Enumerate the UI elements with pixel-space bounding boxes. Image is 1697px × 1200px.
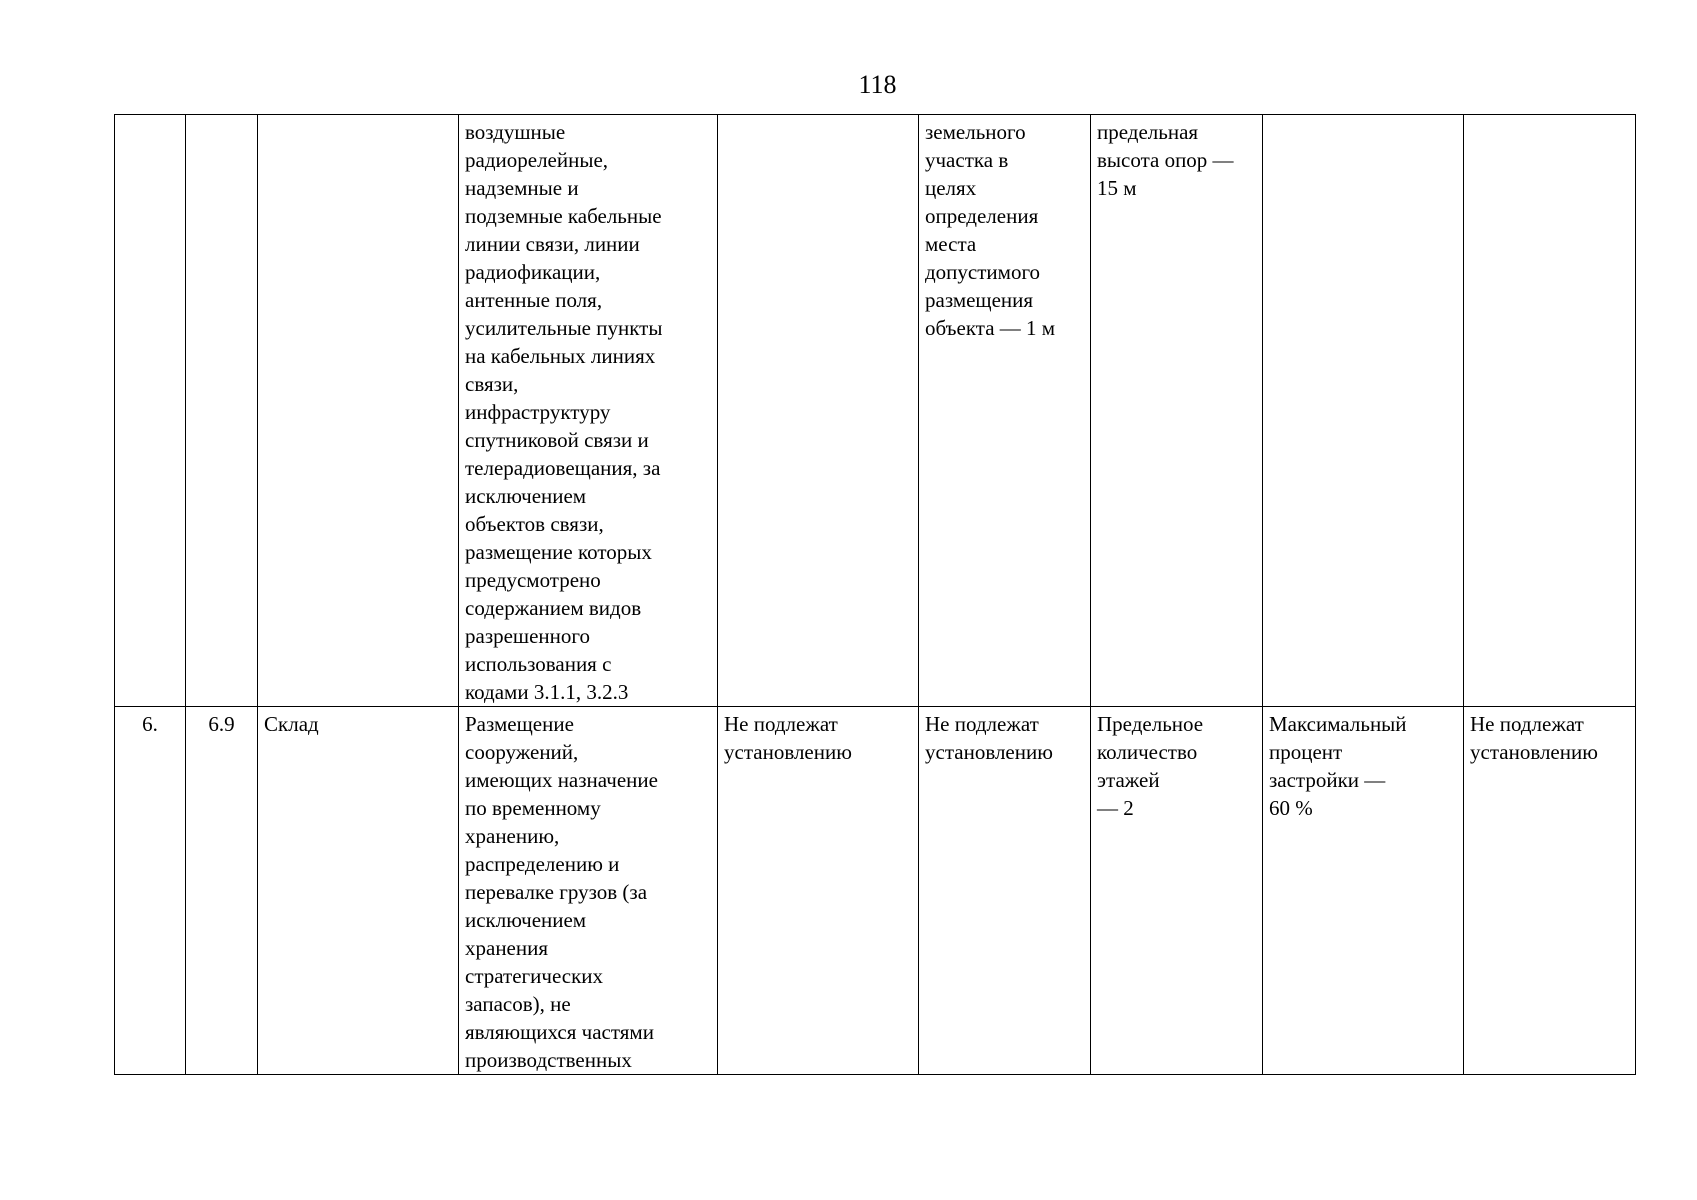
use-code-cell — [186, 115, 258, 707]
row-number-cell: 6. — [115, 707, 186, 1075]
max-coverage-cell: Максимальный процент застройки — 60 % — [1263, 707, 1464, 1075]
table-row — [115, 115, 1636, 707]
other-params-cell — [1464, 115, 1636, 707]
use-name-cell — [258, 115, 459, 707]
use-name-cell: Склад — [258, 707, 459, 1075]
min-setback-cell: земельного участка в целях определения места допустимого размещения объекта — 1 м — [919, 115, 1091, 707]
page-number: 118 — [858, 70, 897, 99]
use-description-cell: воздушные радиорелейные, надземные и подземные кабельные линии связи, линии радиофикации, антенные поля, усилительные пункты на кабельных линиях связи, инфраструктуру спутниковой связи и телерадиовещания, за исключением объектов связи, размещение которых предусмотрено содержанием видов разрешенного использования с кодами 3.1.1, 3.2.3 — [459, 115, 718, 707]
use-code-cell: 6.9 — [186, 707, 258, 1075]
max-floors-height-cell: предельная высота опор — 15 м — [1091, 115, 1263, 707]
use-description-cell: Размещение сооружений, имеющих назначение по временному хранению, распределению и перевалке грузов (за исключением хранения стратегических запасов), не являющихся частями производственных — [459, 707, 718, 1075]
max-coverage-cell — [1263, 115, 1464, 707]
max-floors-height-cell: Предельное количество этажей — 2 — [1091, 707, 1263, 1075]
table-row — [115, 707, 1636, 1075]
min-max-area-cell: Не подлежат установлению — [718, 707, 919, 1075]
min-max-area-cell — [718, 115, 919, 707]
min-setback-cell: Не подлежат установлению — [919, 707, 1091, 1075]
regulations-table — [114, 114, 1636, 1075]
row-number-cell — [115, 115, 186, 707]
other-params-cell: Не подлежат установлению — [1464, 707, 1636, 1075]
